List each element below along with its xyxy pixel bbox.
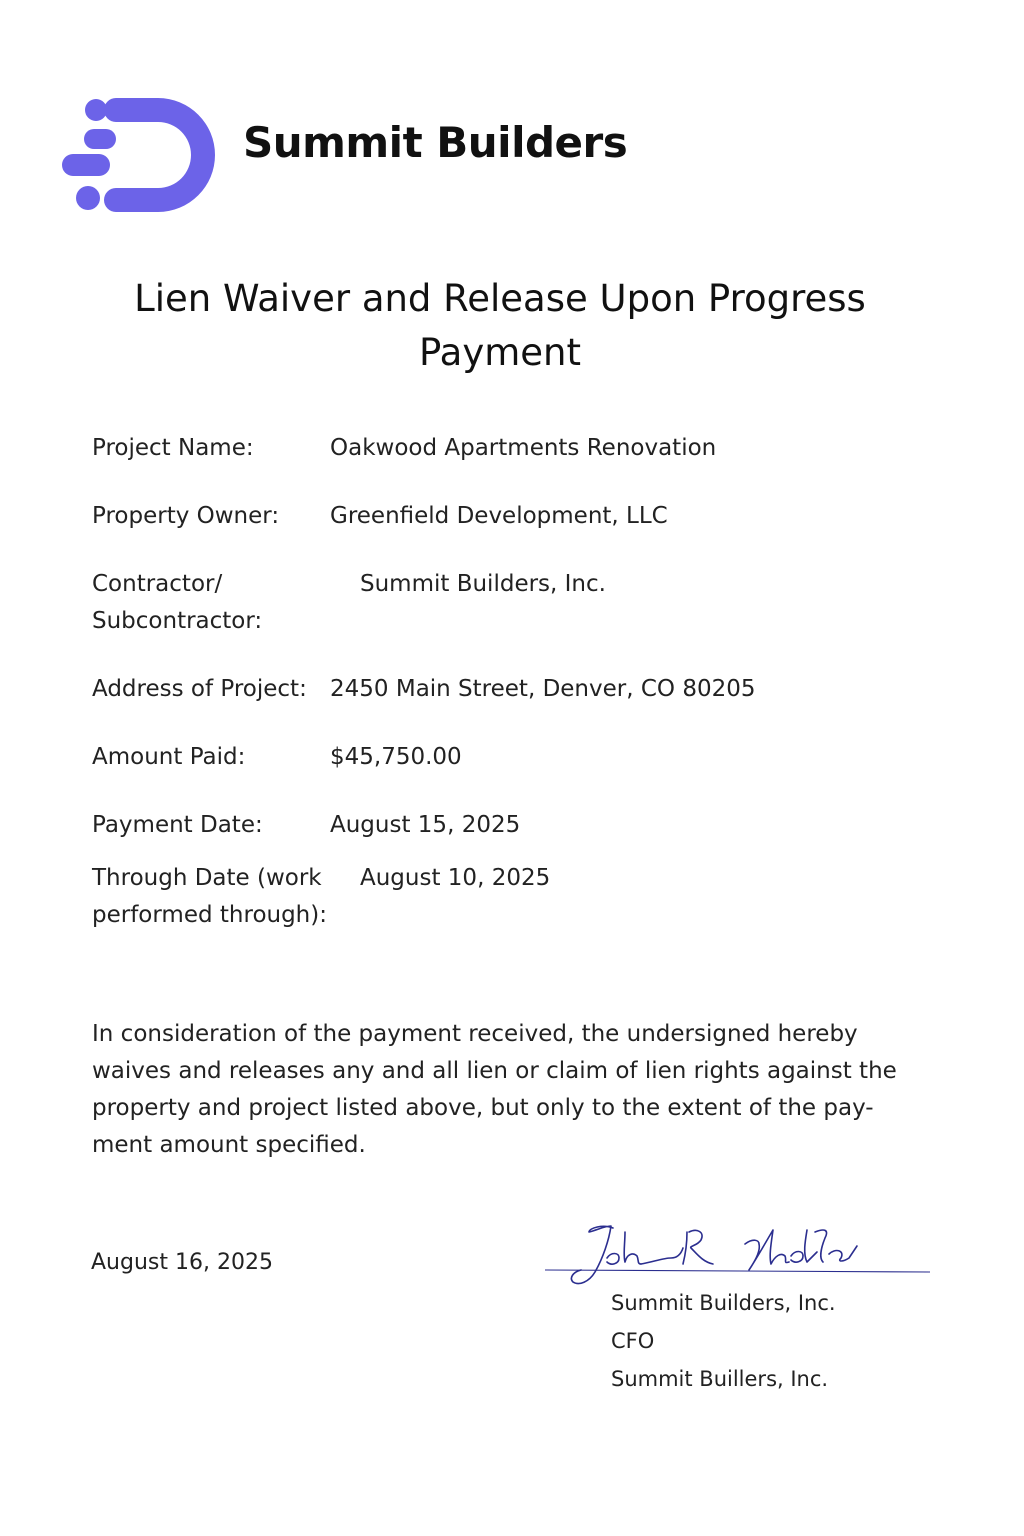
signature-block [611,1284,836,1398]
field-label: Amount Paid: [92,744,246,770]
signer-company-repeat: Summit Buillers, Inc. [611,1367,829,1391]
project-details [92,430,932,934]
field-payment-date [92,807,932,844]
field-value: August 10, 2025 [360,865,551,891]
field-through-date [92,860,932,934]
waiver-statement: In consideration of the payment received, the undersigned hereby waives and releases any and all lien or claim of lien rights against the property and project listed above, but only to the extent of the pay-ment amount specified. [92,1021,897,1158]
field-value: Greenfield Development, LLC [330,503,668,529]
document-title: Lien Waiver and Release Upon Progress Payment [134,277,866,374]
field-label: Contractor/ Subcontractor: [92,571,263,634]
company-name: Summit Builders [243,118,628,167]
field-contractor [92,566,932,640]
field-project-address [92,671,932,708]
summit-builders-logo-icon [60,98,216,212]
field-value: $45,750.00 [330,744,462,770]
field-project-name [92,430,932,467]
field-label: Address of Project: [92,676,307,702]
field-value: August 15, 2025 [330,812,521,838]
field-label: Payment Date: [92,812,263,838]
signer-title: CFO [611,1329,655,1353]
field-amount-paid [92,739,932,776]
field-property-owner [92,498,932,535]
field-value: Summit Builders, Inc. [360,571,606,597]
field-value: 2450 Main Street, Denver, CO 80205 [330,676,756,702]
handwritten-signature [545,1218,930,1292]
field-label: Project Name: [92,435,254,461]
field-label: Through Date (work performed through): [92,865,327,928]
signer-company: Summit Builders, Inc. [611,1291,836,1315]
field-value: Oakwood Apartments Renovation [330,435,717,461]
signature-date: August 16, 2025 [91,1250,273,1275]
field-label: Property Owner: [92,503,280,529]
